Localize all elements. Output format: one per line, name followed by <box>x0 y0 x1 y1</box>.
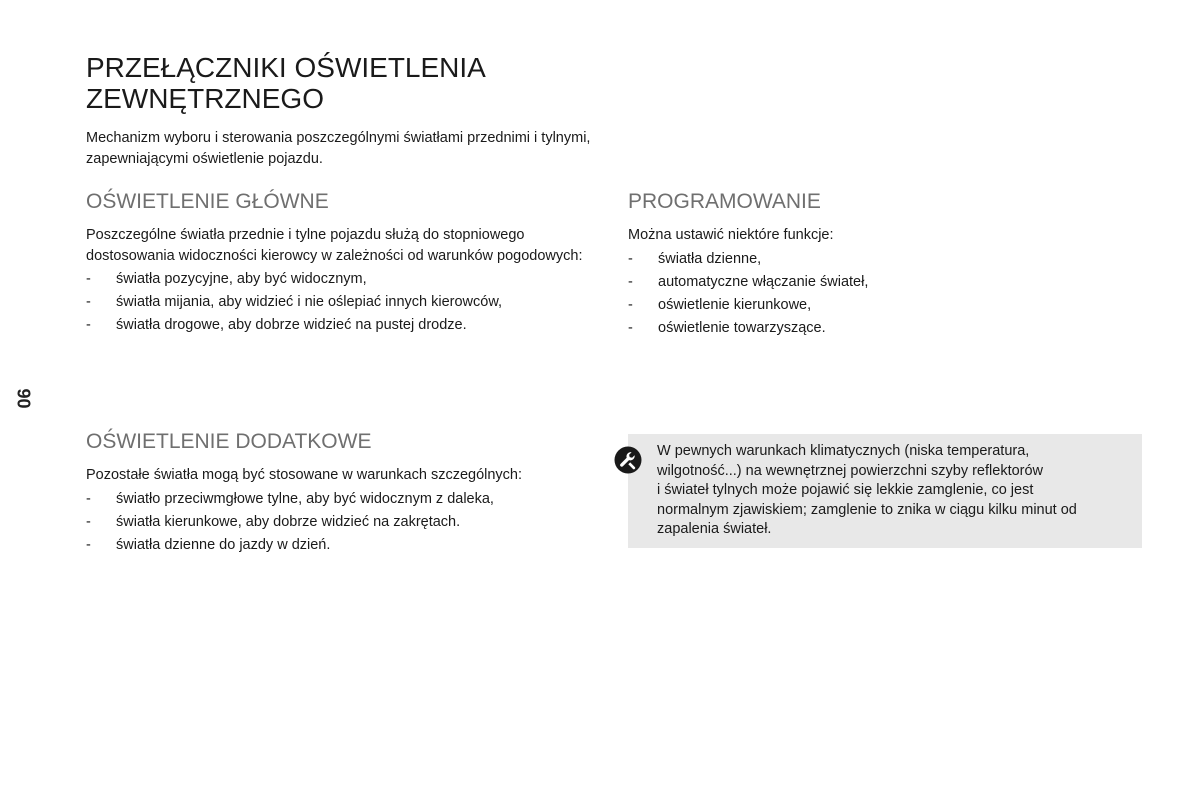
section-text: Można ustawić niektóre funkcje: <box>628 227 834 243</box>
section-heading: PROGRAMOWANIE <box>628 190 821 213</box>
section-additional-lighting <box>86 429 606 557</box>
list-item: - oświetlenie towarzyszące. <box>628 317 1148 340</box>
section-programming <box>628 189 1148 340</box>
dash-marker: - <box>628 250 633 267</box>
dash-marker: - <box>86 513 91 530</box>
note-text <box>657 442 1127 540</box>
dash-marker: - <box>86 294 91 310</box>
list-item: - światło przeciwmgłowe tylne, aby być widocznym z daleka, <box>86 488 606 511</box>
dash-marker: - <box>628 296 633 313</box>
section-text: Pozostałe światła mogą być stosowane w warunkach szczególnych: <box>86 467 523 483</box>
list-item: - światła mijania, aby widzieć i nie oślepiać innych kierowców, <box>86 291 606 314</box>
note-line: i świateł tylnych może pojawić się lekkie zamglenie, co jest <box>657 482 1034 498</box>
note-line: wilgotność...) na wewnętrznej powierzchni szyby reflektorów <box>657 462 1044 479</box>
bullet-list <box>86 488 606 557</box>
page-title <box>86 52 646 114</box>
list-item: - światła kierunkowe, aby dobrze widzieć na zakrętach. <box>86 511 606 534</box>
page-title-line-2: ZEWNĘTRZNEGO <box>86 83 324 114</box>
dash-marker: - <box>628 273 633 290</box>
info-note-box <box>628 434 1142 548</box>
page-title-line-1: PRZEŁĄCZNIKI OŚWIETLENIA <box>86 52 486 83</box>
list-item: - automatyczne włączanie świateł, <box>628 271 1148 294</box>
dash-marker: - <box>86 490 91 507</box>
intro-paragraph: Mechanizm wyboru i sterowania poszczególnymi światłami przednimi i tylnymi, zapewniającymi oświetlenie pojazdu. <box>86 130 591 167</box>
section-text: Poszczególne światła przednie i tylne pojazdu służą do stopniowego dostosowania widoczności kierowcy w zależności od warunków pogodowych: <box>86 227 583 264</box>
bullet-list <box>628 248 1148 340</box>
dash-marker: - <box>628 319 633 336</box>
list-item: - oświetlenie kierunkowe, <box>628 294 1148 317</box>
list-item: - światła drogowe, aby dobrze widzieć na pustej drodze. <box>86 314 606 337</box>
list-item: - światła pozycyjne, aby być widocznym, <box>86 268 606 291</box>
page-number: 90 <box>13 388 34 409</box>
list-item: - światła dzienne, <box>628 248 1148 271</box>
section-heading: OŚWIETLENIE DODATKOWE <box>86 430 372 453</box>
dash-marker: - <box>86 271 91 287</box>
dash-marker: - <box>86 317 91 333</box>
section-main-lighting <box>86 189 606 337</box>
note-line: zapalenia świateł. <box>657 521 772 537</box>
section-heading: OŚWIETLENIE GŁÓWNE <box>86 190 329 213</box>
list-item: - światła dzienne do jazdy w dzień. <box>86 534 606 557</box>
note-line: W pewnych warunkach klimatycznych (niska temperatura, <box>657 443 1030 459</box>
note-line: normalnym zjawiskiem; zamglenie to znika w ciągu kilku minut od <box>657 501 1077 518</box>
dash-marker: - <box>86 536 91 553</box>
wrench-icon <box>614 446 642 474</box>
bullet-list <box>86 268 606 337</box>
